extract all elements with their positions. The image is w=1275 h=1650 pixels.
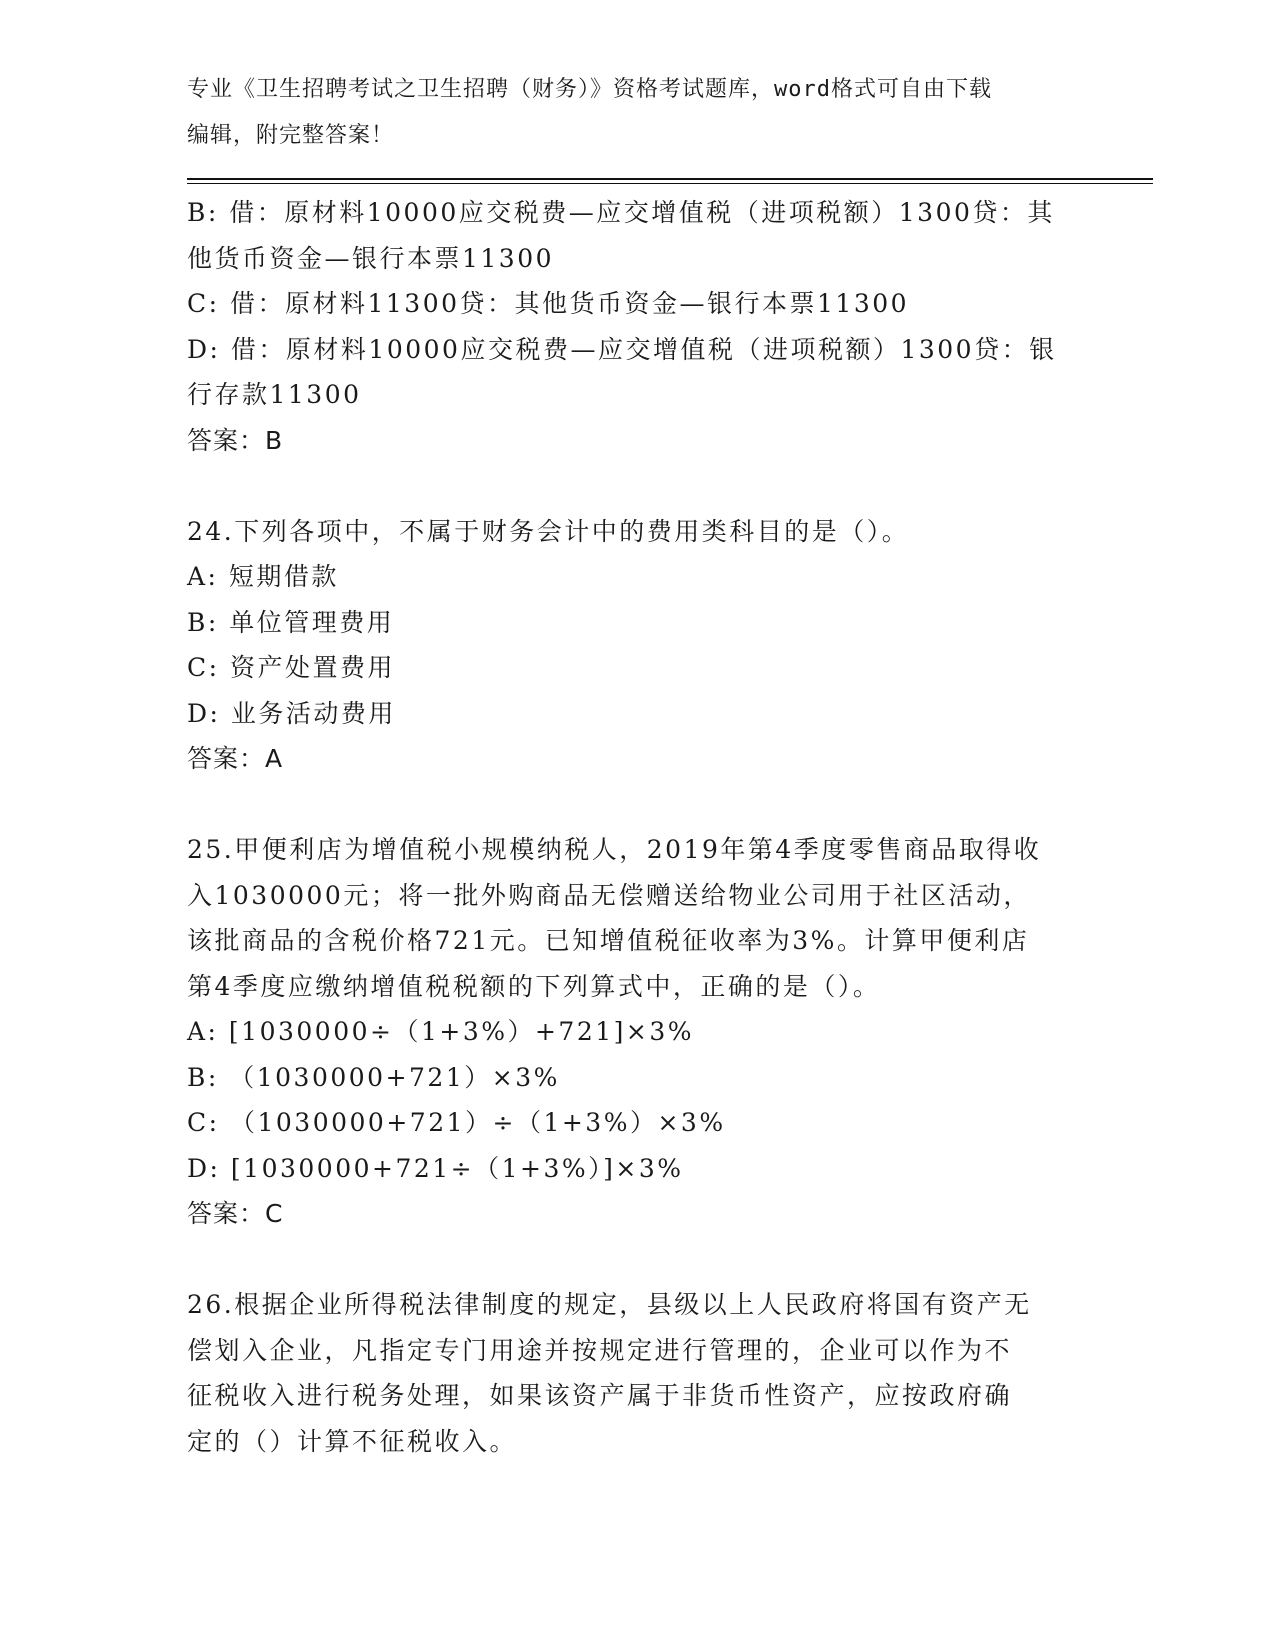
option-b: B: 单位管理费用: [187, 607, 395, 637]
answer: 答案：A: [187, 744, 284, 773]
spacer: [187, 1237, 1087, 1283]
option-b-line-1: B: 借：原材料10000应交税费—应交增值税（进项税额）1300贷：其: [187, 198, 1055, 227]
question-25: [187, 827, 1087, 1237]
option-a: A: [1030000÷（1+3%）+721]×3%: [187, 1017, 695, 1046]
header-rule-thick: [187, 178, 1153, 180]
question-stem-line-2: 偿划入企业，凡指定专门用途并按规定进行管理的，企业可以作为不: [187, 1335, 1013, 1365]
question-stem-line-1: 25.甲便利店为增值税小规模纳税人，2019年第4季度零售商品取得收: [187, 835, 1042, 864]
question-26: [187, 1282, 1087, 1464]
option-d-line-1: D: 借：原材料10000应交税费—应交增值税（进项税额）1300贷：银: [187, 334, 1057, 364]
option-d-line-2: 行存款11300: [187, 380, 362, 409]
question-stem-line-3: 该批商品的含税价格721元。已知增值税征收率为3%。计算甲便利店: [187, 926, 1030, 955]
option-b-line-2: 他货币资金—银行本票11300: [187, 243, 555, 273]
question-stem-line-4: 第4季度应缴纳增值税税额的下列算式中，正确的是（）。: [187, 971, 881, 1001]
header-line-2: 编辑，附完整答案！: [187, 122, 395, 148]
spacer: [187, 463, 1087, 509]
option-c: C: （1030000+721）÷（1+3%）×3%: [187, 1108, 726, 1137]
question-stem: 24.下列各项中，不属于财务会计中的费用类科目的是（）。: [187, 516, 910, 546]
question-content: [187, 190, 1087, 1464]
header-rule-thin: [187, 183, 1153, 184]
question-stem-line-1: 26.根据企业所得税法律制度的规定，县级以上人民政府将国有资产无: [187, 1290, 1032, 1319]
answer: 答案：C: [187, 1199, 284, 1228]
spacer: [187, 782, 1087, 828]
question-stem-line-3: 征税收入进行税务处理，如果该资产属于非货币性资产，应按政府确: [187, 1381, 1013, 1410]
question-24: [187, 509, 1087, 782]
option-a: A: 短期借款: [187, 562, 339, 591]
answer: 答案：B: [187, 425, 284, 455]
header-line-1: 专业《卫生招聘考试之卫生招聘（财务）》资格考试题库，word格式可自由下载: [187, 77, 992, 102]
option-d: D: [1030000+721÷（1+3%）]×3%: [187, 1153, 684, 1183]
option-b: B: （1030000+721）×3%: [187, 1062, 560, 1092]
option-c: C: 资产处置费用: [187, 653, 395, 682]
option-c: C: 借：原材料11300贷：其他货币资金—银行本票11300: [187, 289, 910, 318]
question-stem-line-4: 定的（）计算不征税收入。: [187, 1426, 518, 1456]
question-stem-line-2: 入1030000元；将一批外购商品无偿赠送给物业公司用于社区活动，: [187, 880, 1031, 910]
option-d: D: 业务活动费用: [187, 698, 396, 728]
previous-question: [187, 190, 1087, 463]
page-header: [187, 74, 1087, 165]
